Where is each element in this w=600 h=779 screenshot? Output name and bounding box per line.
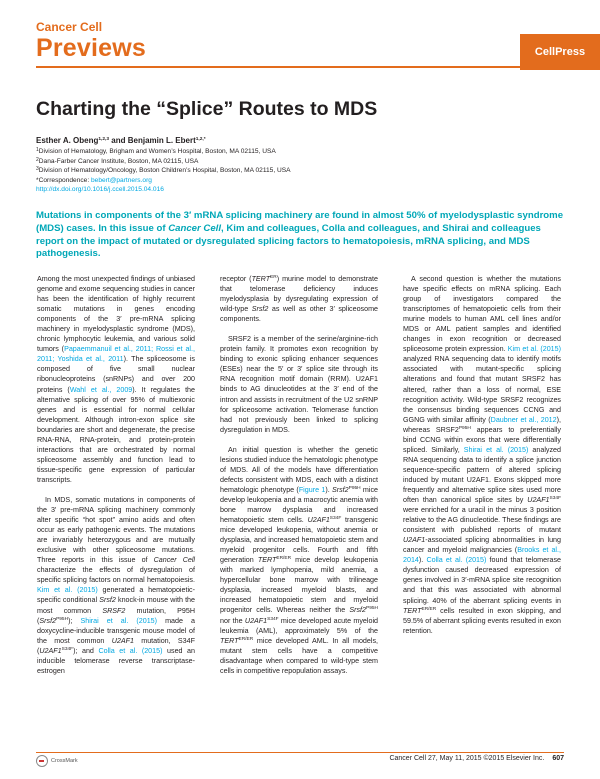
- abstract-text: , Kim and colleagues, Colla and colleagues, and Shirai and colleagues report on the impact of mutated or dysregulated splicing factors to hematopoiesis, mRNA splicing, and MDS pathogenesis.: [36, 222, 541, 260]
- paragraph: SRSF2 is a member of the serine/arginine-rich protein family. It promotes exon recognition by binding to exonic splicing enhancer sequences (ESEs) near the 5′ or 3′ splice site through its RNA recognition motif domain (RRM). U2AF1 binds to AG dinucleotides at the 3′ end of the intron and assists in recruitment of the U2 snRNP for spliceosome activation. Telomerase function had not previously been linked to splicing dysregulation in MDS.: [220, 335, 378, 434]
- abstract-journal: Cancer Cell: [168, 222, 222, 234]
- body-column-2: [220, 274, 378, 676]
- author-conjunction: and: [109, 136, 128, 145]
- affiliation-3: [36, 166, 291, 176]
- corr-label: Correspondence:: [38, 176, 91, 184]
- author-list: [36, 136, 206, 146]
- paragraph: An initial question is whether the genetic lesions studied induce the hematologic phenotype of MDS. All of the models have differentiation defects consistent with MDS, each with a distinct hematologic phenotype (Figure 1). $Srsf2^{P95H}$ mice develop leukopenia and a macrocytic anemia with bone marrow dysplasia and increased hematopoietic stem cells. $U2AF1^{S34F}$ transgenic mice developed leukopenia, without anemia or dysplasia, and increased hematopoietic stem and myeloid progenitor cells. Fourth and fifth generation $TERT^{ER/ER}$ mice develop leukopenia with marked lymphopenia, mild anemia, a hypercellular bone marrow with trilineage dysplasia, increased myeloid blasts, and increased hematopoietic stem and myeloid progenitor cells. Whereas neither the $Srsf2^{P95H}$ nor the $U2AF1^{S34F}$ mice developed acute myeloid leukemia (AML), approximately 5% of the $TERT^{ER/ER}$ mice developed AML. In all models, mutant stem cells have a competitive disadvantage when compared to wild-type stem cells in competitive repopulation assays.: [220, 445, 379, 675]
- doi: [36, 185, 291, 195]
- author-name[interactable]: Benjamin L. Ebert: [127, 136, 196, 145]
- email-link[interactable]: bebert@partners.org: [91, 176, 152, 184]
- citation-link[interactable]: Shirai et al. (2015): [80, 616, 158, 625]
- paragraph: receptor $(TERT^{ER})$ murine model to demonstrate that telomerase deficiency induces myelodysplasia by dysregulating expression of wild-type Srsf2 as well as other 3′ spliceosome components.: [220, 275, 379, 324]
- affil-number: 2: [36, 156, 39, 163]
- affil-text: Dana-Farber Cancer Institute, Boston, MA 02115, USA: [38, 157, 199, 165]
- citation-link[interactable]: Brooks et al., 2014: [403, 546, 561, 565]
- paragraph: Among the most unexpected findings of unbiased genome and exome sequencing studies in cancer has been the identification of highly recurrent somatic mutations in genes encoding components of the 3′ pre-mRNA splicing machinery in myelodysplastic syndrome (MDS), chronic lymphocytic leukemia, and various solid tumors (Papaemmanuil et al., 2011; Rossi et al., 2011; Yoshida et al., 2011). The spliceosome is composed of five small nuclear ribonucleoproteins (snRNPs) and over 200 proteins (Wahl et al., 2009). It regulates the alternative splicing of over 95% of multiexonic genes and is essential for normal cellular development. Although intron-exon splice site boundaries are short and degenerate, the precise RNA-RNA, RNA-protein, and protein-protein interactions that are orchestrated by normal spliceosome assembly and function lead to tissue-specific gene expression of particular transcripts.: [37, 275, 195, 484]
- citation-link[interactable]: Colla et al. (2015): [98, 646, 163, 655]
- paragraph: A second question is whether the mutations have specific effects on mRNA splicing. Each group of investigators compared the transcriptomes of hematopoietic cells from their murine models to human AML cell lines and/or MDS or AML patient samples and identified changes in exon recognition or decreased spliceosome protein expression. Kim et al. (2015) analyzed RNA sequencing data to identify motifs associated with mutant-specific splicing alterations and found that mutant SRSF2 has altered, rather than a loss of normal, ESE recognition activity. Wild-type SRSF2 recognizes the consensus binding sequences CCNG and GGNG with similar affinity (Daubner et al., 2012), whereas $SRSF2^{P95H}$ appears to preferentially bind CCNG within exons that were differentially spliced. Similarly, Shirai et al. (2015) analyzed RNA sequencing data to identify a splice junction sequence-specific pattern of altered splicing induced by mutant U2AF1. Exons skipped more frequently and alternative splice sites used more often than canonical splice sites by $U2AF1^{S34F}$ were enriched for a uracil in the minus 3 position relative to the AG dinucleotide. These findings are consistent with published reports of mutant U2AF1-associated splicing abnormalities in lung cancer and myeloid malignancies (Brooks et al., 2014). Colla et al. (2015) found that telomerase dysfunction caused decreased expression of genes involved in 3′-mRNA splice site recognition and that this was associated with abnormal splicing. 40% of the aberrant splicing events in $TERT^{ER/ER}$ cells resulted in exon skipping, and 59.5% of aberrant splicing events resulted in exon retention.: [403, 275, 561, 635]
- citation-link[interactable]: Daubner et al., 2012: [490, 415, 557, 424]
- journal-name: Cancer Cell: [36, 20, 103, 34]
- cellpress-logo[interactable]: CellPress: [520, 34, 600, 70]
- citation-link[interactable]: Kim et al. (2015): [507, 345, 561, 354]
- author-name[interactable]: Esther A. Obeng: [36, 136, 99, 145]
- affiliation-2: [36, 157, 291, 167]
- page-number: 607: [552, 755, 564, 762]
- abstract-text: Mutations in components of the 3′ mRNA splicing machinery are found in almost 50% of myelodysplastic syndrome (MDS) cases. In this issue of: [36, 210, 564, 234]
- correspondence: [36, 176, 291, 186]
- author-affil-marker: 1,2,*: [195, 137, 206, 142]
- section-title: Previews: [36, 34, 147, 62]
- citation-link[interactable]: Papaemmanuil et al., 2011; Rossi et al., 2011; Yoshida et al., 2011: [37, 345, 195, 364]
- paragraph: In MDS, somatic mutations in components of the 3′ pre-mRNA splicing machinery commonly alter specific “hot spot” amino acids and often occur as early pathogenic events. The mutations are invariably heterozygous and are mutually exclusive with other spliceosome mutations. Three reports in this issue of Cancer Cell characterize the effects of dysregulation of specific splicing factors on normal hematopoiesis. Kim et al. (2015) generated a hematopoietic-specific conditional Srsf2 knock-in mouse with the most common SRSF2 mutation, P95H $(Srsf2^{P95H})$; Shirai et al. (2015) made a doxycycline-inducible transgenic mouse model of the most common U2AF1 mutation, S34F $(U2AF1^{S34F})$; and Colla et al. (2015) used an inducible telomerase reverse transcriptase-estrogen: [37, 495, 196, 675]
- affiliation-1: [36, 147, 291, 157]
- abstract: [36, 210, 564, 261]
- footer-citation: [280, 755, 564, 762]
- corr-mark: *: [36, 176, 39, 184]
- citation-link[interactable]: Wahl et al., 2009: [69, 385, 133, 394]
- crossmark-label: CrossMark: [51, 758, 78, 764]
- affil-number: 1: [36, 147, 39, 153]
- header-rule: [36, 66, 528, 68]
- footer-rule: [36, 752, 564, 753]
- affil-text: Division of Hematology/Oncology, Boston Children’s Hospital, Boston, MA 02115, USA: [38, 167, 291, 175]
- affiliations: [36, 147, 291, 195]
- article-title: Charting the “Splice” Routes to MDS: [36, 98, 378, 120]
- citation-link[interactable]: Kim et al. (2015): [37, 586, 98, 595]
- doi-link[interactable]: http://dx.doi.org/10.1016/j.ccell.2015.04.016: [36, 186, 164, 194]
- crossmark-badge[interactable]: [36, 755, 78, 767]
- body-column-3: [403, 274, 561, 636]
- crossmark-icon: [36, 755, 48, 767]
- affil-text: Division of Hematology, Brigham and Women’s Hospital, Boston, MA 02115, USA: [38, 148, 276, 155]
- journal-citation: Cancer Cell 27, May 11, 2015 ©2015 Elsevier Inc.: [389, 755, 545, 762]
- author-affil-marker: 1,2,3: [98, 137, 110, 142]
- citation-link[interactable]: Colla et al. (2015): [426, 556, 487, 565]
- citation-link[interactable]: Shirai et al. (2015): [463, 445, 529, 454]
- figure-link[interactable]: Figure 1: [298, 485, 326, 494]
- body-column-1: [37, 274, 195, 676]
- affil-number: 3: [36, 166, 39, 173]
